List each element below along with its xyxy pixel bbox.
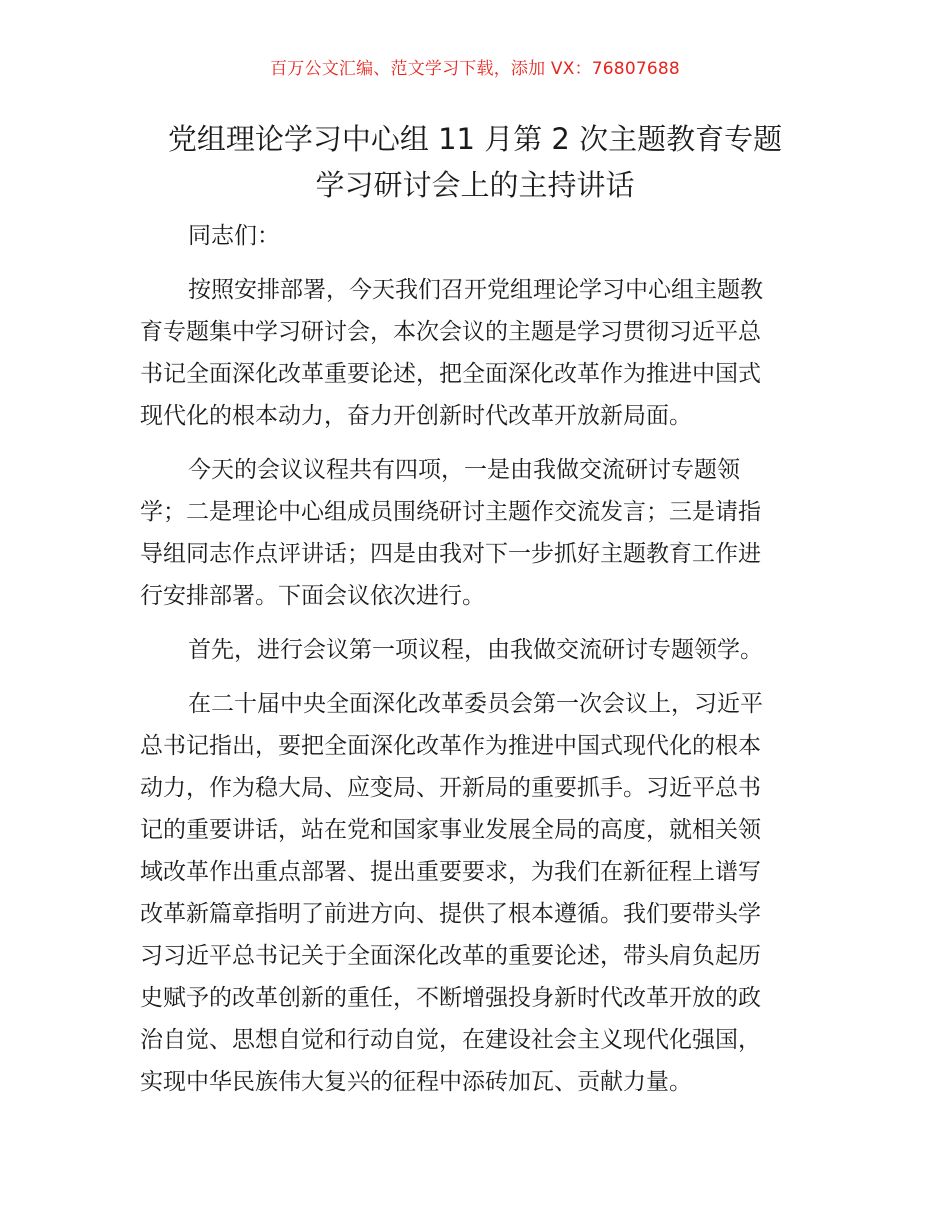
- text-line: 习习近平总书记关于全面深化改革的重要论述，带头肩负起历: [140, 943, 761, 969]
- paragraph-agenda: [140, 449, 820, 617]
- text-line: 导组同志作点评讲话；四是由我对下一步抓好主题教育工作进: [140, 541, 761, 567]
- watermark-header: 百万公文汇编、范文学习下载，添加 VX：76807688: [270, 59, 680, 79]
- paragraph-intro: [140, 269, 820, 437]
- text-line: 域改革作出重点部署、提出重要要求，为我们在新征程上谱写: [140, 859, 761, 885]
- text-line: 在二十届中央全面深化改革委员会第一次会议上，习近平: [188, 691, 763, 717]
- text-line: 首先，进行会议第一项议程，由我做交流研讨专题领学。: [188, 637, 763, 663]
- text-line: 动力，作为稳大局、应变局、开新局的重要抓手。习近平总书: [140, 775, 761, 801]
- text-line: 按照安排部署，今天我们召开党组理论学习中心组主题教: [188, 277, 763, 303]
- paragraph-greeting: [140, 215, 820, 257]
- text-line: 史赋予的改革创新的重任，不断增强投身新时代改革开放的政: [140, 985, 761, 1011]
- text-line: 育专题集中学习研讨会，本次会议的主题是学习贯彻习近平总: [140, 319, 761, 345]
- text-line: 今天的会议议程共有四项，一是由我做交流研讨专题领: [188, 457, 740, 483]
- text-line: 现代化的根本动力，奋力开创新时代改革开放新局面。: [140, 403, 692, 429]
- document-title: [100, 116, 850, 208]
- text-line: 治自觉、思想自觉和行动自觉，在建设社会主义现代化强国，: [140, 1027, 761, 1053]
- text-line: 行安排部署。下面会议依次进行。: [140, 583, 485, 609]
- text-line: 学；二是理论中心组成员围绕研讨主题作交流发言；三是请指: [140, 499, 761, 525]
- text-line: 同志们：: [188, 223, 280, 249]
- text-line: 实现中华民族伟大复兴的征程中添砖加瓦、贡献力量。: [140, 1069, 692, 1095]
- document-body: [140, 215, 820, 1115]
- text-line: 书记全面深化改革重要论述，把全面深化改革作为推进中国式: [140, 361, 761, 387]
- paragraph-first-item: [140, 629, 820, 671]
- title-line-2: 学习研讨会上的主持讲话: [315, 168, 635, 202]
- title-line-1: 党组理论学习中心组 11 月第 2 次主题教育专题: [167, 122, 783, 156]
- text-line: 总书记指出，要把全面深化改革作为推进中国式现代化的根本: [140, 733, 761, 759]
- text-line: 记的重要讲话，站在党和国家事业发展全局的高度，就相关领: [140, 817, 761, 843]
- text-line: 改革新篇章指明了前进方向、提供了根本遵循。我们要带头学: [140, 901, 761, 927]
- paragraph-main: [140, 683, 820, 1103]
